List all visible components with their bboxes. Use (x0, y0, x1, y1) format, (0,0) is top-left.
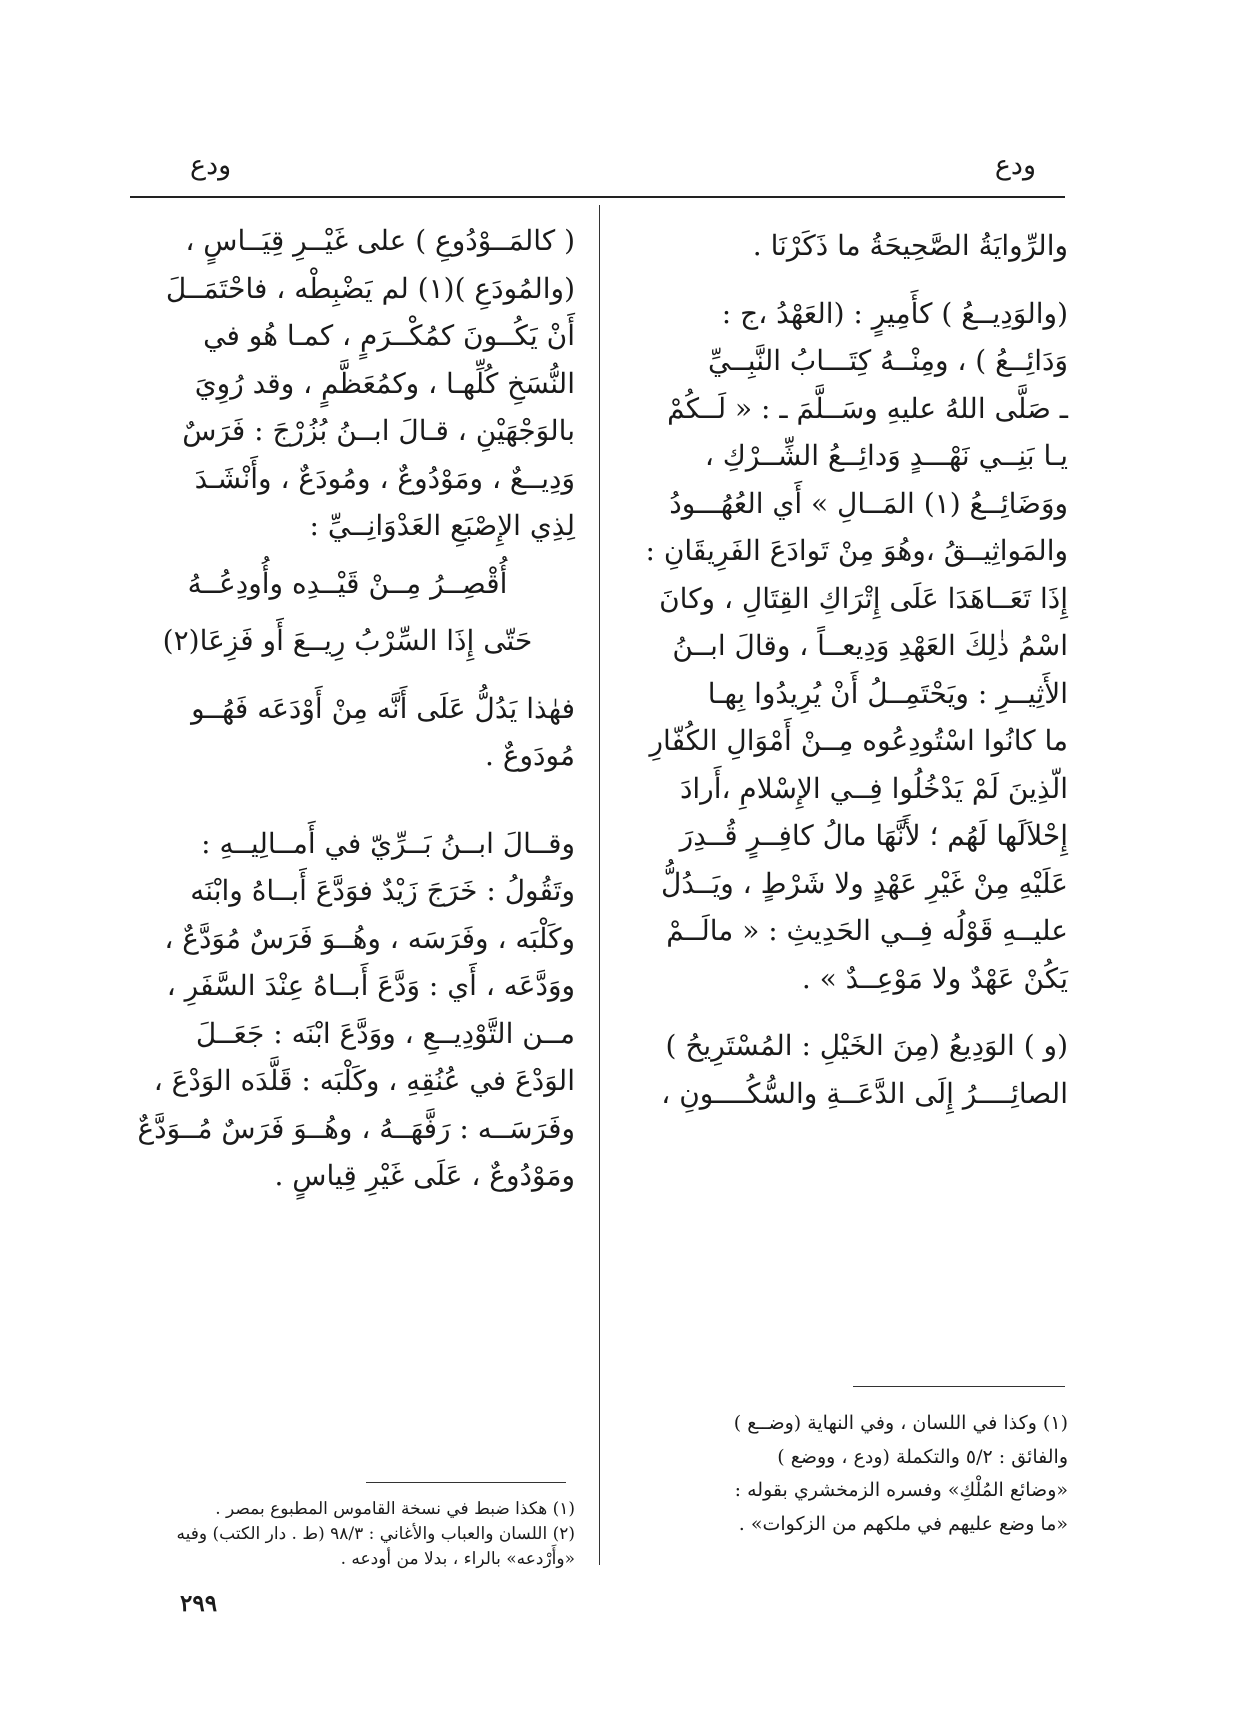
text-line: (و ) الوَدِيعُ (مِنَ الخَيْلِ : المُسْتَرِيحُ ) (665, 1029, 1068, 1062)
text-line: مــن التَّوْدِيــعِ ، ووَدَّعَ ابْنَه : جَعَــلَ (195, 1016, 575, 1050)
text-line: يَكُنْ عَهْدٌ ولا مَوْعِــدٌ » . (801, 961, 1068, 995)
text-line: ومَوْدُوعٌ ، عَلَى غَيْرِ قِياسٍ . (274, 1159, 575, 1192)
verse-line: حَتّى إِذَا السِّرْبُ رِيــعَ أَو فَزِعَا(٢) (162, 624, 533, 657)
text-line: الصائِــــرُ إِلَى الدَّعَــةِ والسُّكُــــونِ ، (661, 1076, 1068, 1110)
text-line: عليــهِ قَوْلُه فِــي الحَدِيثِ : « مالَــمْ (666, 914, 1068, 947)
header-word-left: ودع (190, 150, 232, 181)
text-line: ما كانُوا اسْتُودِعُوه مِــنْ أَمْوَالِ الكُفّارِ (649, 724, 1068, 757)
footnote-line: «وأَرْدعه» بالراء ، بدلا من أودعه . (340, 1549, 575, 1569)
text-line: ووَدَّعَه ، أَي : وَدَّعَ أَبــاهُ عِنْدَ السَّفَرِ ، (166, 969, 575, 1002)
text-line: (والمُودَعِ )(١) لم يَضْبِطْه ، فاحْتَمَــلَ (165, 271, 575, 305)
header-rule (130, 196, 1065, 198)
text-line: ووَضَائِــعُ (١) المَــالِ » أَي العُهُـــودُ (669, 486, 1068, 520)
text-line: والمَواثِيــقُ ،وهُوَ مِنْ تَوادَعَ الفَرِيقَانِ : (645, 534, 1068, 567)
text-line: ( كالمَــوْدُوعِ ) على غَيْــرِ قِيَــاسٍ ، (185, 224, 575, 257)
column-divider (599, 205, 600, 1565)
text-line: الوَدْعَ في عُنُقِهِ ، وكَلْبَه : قَلَّدَه الوَدْعَ ، (153, 1064, 575, 1097)
text-line: الّذِينَ لَمْ يَدْخُلُوا فِــي الإِسْلامِ ،أَرادَ (679, 771, 1068, 805)
text-line: ـ صَلَّى اللهُ عليهِ وسَــلَّمَ ـ : « لَــكُمْ (667, 391, 1068, 425)
header-word-right: ودع (994, 150, 1036, 181)
footnote-rule-left (366, 1482, 566, 1483)
text-line: إِحْلاَلَها لَهُم ؛ لأَنَّهَا مالُ كافِــرٍ قُــدِرَ (679, 819, 1068, 852)
text-line: فهٰذا يَدُلُّ عَلَى أَنَّه مِنْ أَوْدَعَه فَهُــو (191, 691, 575, 725)
text-line: النُّسَخِ كُلِّهـا ، وكمُعَظَّمٍ ، وقد رُوِيَ (194, 366, 575, 400)
footnote-line: (٢) اللسان والعباب والأغاني : ٩٨/٣ (ط . دار الكتب) وفيه (176, 1524, 575, 1544)
text-line: وَدِيــعٌ ، ومَوْدُوعٌ ، ومُودَعٌ ، وأَنْشَـدَ (194, 461, 575, 495)
text-line: اسْمُ ذٰلِكَ العَهْدِ وَدِيعــاً ، وقالَ ابــنُ (672, 629, 1068, 662)
text-line: مُودَوعٌ . (485, 739, 575, 772)
text-line: أَنْ يَكُــونَ كمُكْــرَمٍ ، كمـا هُو في (203, 319, 575, 352)
footnote-line: والفائق : ٥/٢ والتكملة (ودع ، ووضع ) (777, 1445, 1068, 1468)
text-line: يـا بَنِــي نَهْـــدٍ وَدائِــعُ الشِّــرْكِ ، (704, 439, 1068, 472)
text-line: والرِّوايَةُ الصَّحِيحَةُ ما ذَكَرْنَا . (752, 229, 1068, 262)
footnote-line: «ما وضع عليهم في ملكهم من الزكوات» . (738, 1512, 1068, 1535)
footnote-line: «وضائع المُلْكِ» وفسره الزمخشري بقوله : (734, 1479, 1068, 1501)
footnote-line: (١) هكذا ضبط في نسخة القاموس المطبوع بمصر . (215, 1499, 575, 1519)
footnotes-left (120, 1497, 575, 1572)
left-column (120, 217, 575, 1200)
page-number: ٢٩٩ (180, 1590, 218, 1617)
text-line: الأَثِيــرِ : ويَحْتَمِــلُ أَنْ يُرِيدُوا بِهـا (707, 676, 1068, 710)
right-column (628, 222, 1068, 1117)
text-line: (والوَدِيــعُ ) كأَمِيرٍ : (العَهْدُ ،ج : (721, 296, 1068, 330)
footnote-line: (١) وكذا في اللسان ، وفي النهاية (وضــع ) (733, 1412, 1068, 1434)
text-line: وقــالَ ابــنُ بَــرِّيّ في أَمــالِيــهِ : (201, 826, 575, 860)
text-line: وكَلْبَه ، وفَرَسَه ، وهُــوَ فَرَسٌ مُوَدَّعٌ ، (164, 921, 575, 955)
text-line: وتَقُولُ : خَرَجَ زَيْدٌ فوَدَّعَ أَبــاهُ وابْنَه (190, 874, 575, 907)
text-line: لِذِي الإِصْبَعِ العَدْوَانِــيِّ : (309, 509, 575, 542)
footnotes-right (628, 1407, 1068, 1541)
text-line: عَلَيْهِ مِنْ غَيْرِ عَهْدٍ ولا شَرْطٍ ، ويَــدُلُّ (661, 866, 1068, 900)
text-line: وفَرَسَــه : رَفَّهَــهُ ، وهُــوَ فَرَسٌ مُــوَدَّعٌ (137, 1111, 575, 1145)
text-line: بالوَجْهَيْنِ ، قـالَ ابــنُ بُزُرْجَ : فَرَسٌ (182, 414, 575, 447)
text-line: إِذَا تَعَــاهَدَا عَلَى إِتْرَاكِ القِتَالِ ، وكانَ (659, 581, 1068, 615)
text-line: وَدَائِــعُ ) ، ومِنْــهُ كِتَـــابُ النَّبِــيِّ (708, 344, 1068, 377)
footnote-rule-right (853, 1386, 1065, 1387)
verse-line: أُقْصِــرُ مِــنْ قَيْــدِه وأُودِعُــهُ (187, 566, 508, 600)
